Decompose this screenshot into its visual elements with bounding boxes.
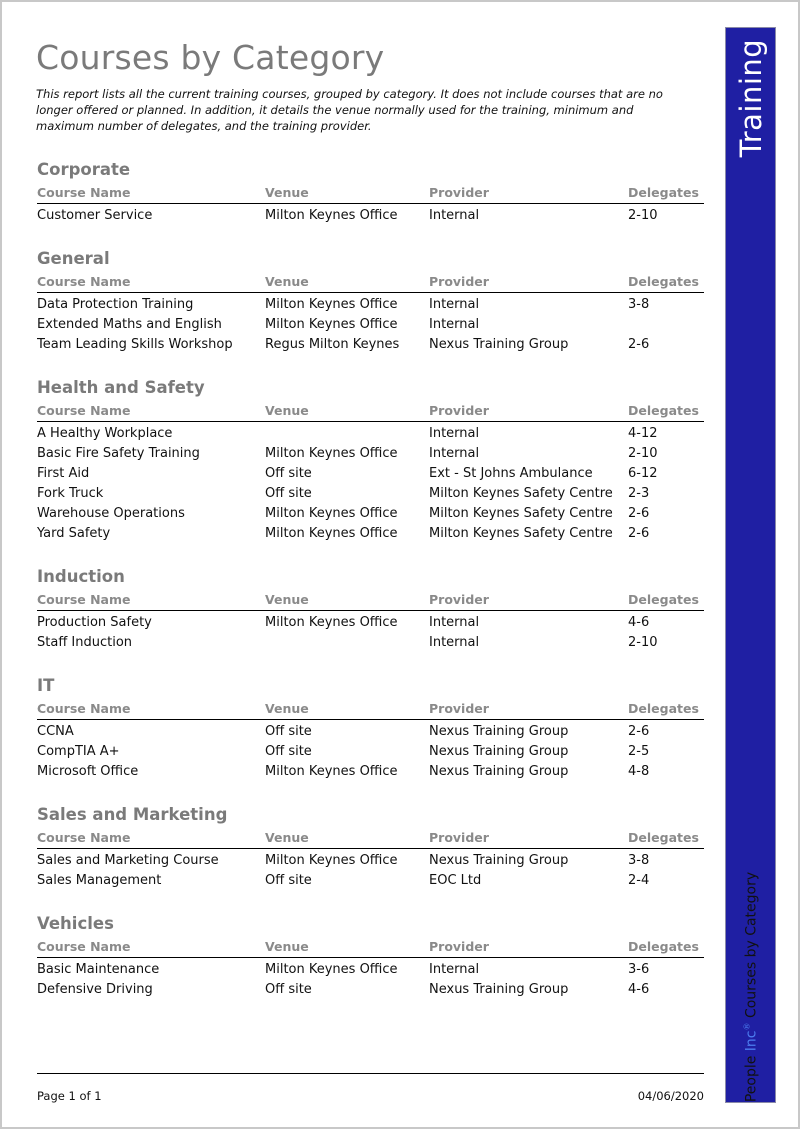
course-name-cell: First Aid — [37, 466, 90, 481]
column-header-row — [37, 183, 704, 204]
column-header-venue: Venue — [265, 939, 309, 954]
sidebar-label: Training — [733, 38, 768, 158]
provider-cell: Nexus Training Group — [429, 744, 569, 759]
column-header-course-name: Course Name — [37, 939, 131, 954]
sidebar-banner — [725, 27, 776, 1103]
column-header-venue: Venue — [265, 592, 309, 607]
column-header-course-name: Course Name — [37, 592, 131, 607]
brand-report-name: Courses by Category — [742, 871, 759, 1019]
category-section — [37, 564, 704, 673]
column-header-row — [37, 401, 704, 422]
venue-cell — [265, 424, 429, 444]
course-name-cell: A Healthy Workplace — [37, 426, 173, 441]
column-header-course-name: Course Name — [37, 274, 131, 289]
column-header-provider: Provider — [429, 403, 489, 418]
column-header-venue: Venue — [265, 274, 309, 289]
provider-cell: Milton Keynes Safety Centre — [429, 526, 613, 541]
footer-date: 04/06/2020 — [637, 1089, 704, 1103]
category-title: General — [37, 249, 110, 268]
venue-cell: Milton Keynes Office — [265, 526, 398, 541]
table-row — [37, 424, 704, 444]
course-name-cell: Fork Truck — [37, 486, 104, 501]
venue-cell: Off site — [265, 982, 312, 997]
section-spacer — [37, 226, 704, 246]
venue-cell: Milton Keynes Office — [265, 962, 398, 977]
provider-cell: Internal — [429, 426, 480, 441]
column-header-row — [37, 828, 704, 849]
course-name-cell: Staff Induction — [37, 635, 133, 650]
venue-cell: Off site — [265, 466, 312, 481]
table-row — [37, 633, 704, 653]
column-header-row — [37, 699, 704, 720]
delegates-cell: 6-12 — [628, 466, 658, 481]
brand-people: People — [742, 1055, 759, 1103]
registered-mark: ® — [742, 1022, 752, 1031]
venue-cell: Off site — [265, 873, 312, 888]
table-row — [37, 960, 704, 980]
provider-cell: Internal — [429, 297, 480, 312]
course-rows — [37, 849, 704, 891]
delegates-cell: 3-8 — [628, 853, 650, 868]
venue-cell: Milton Keynes Office — [265, 297, 398, 312]
table-row — [37, 524, 704, 544]
course-name-cell: CCNA — [37, 724, 74, 739]
course-name-cell: Sales and Marketing Course — [37, 853, 219, 868]
table-row — [37, 484, 704, 504]
table-row — [37, 980, 704, 1000]
column-header-delegates: Delegates — [628, 830, 699, 845]
course-name-cell: Basic Fire Safety Training — [37, 446, 200, 461]
provider-cell: Milton Keynes Safety Centre — [429, 506, 613, 521]
course-name-cell: Yard Safety — [37, 526, 111, 541]
column-header-delegates: Delegates — [628, 592, 699, 607]
venue-cell: Milton Keynes Office — [265, 506, 398, 521]
course-name-cell: Microsoft Office — [37, 764, 139, 779]
column-header-provider: Provider — [429, 830, 489, 845]
delegates-cell: 2-4 — [628, 873, 650, 888]
course-name-cell: Basic Maintenance — [37, 962, 160, 977]
column-header-row — [37, 590, 704, 611]
column-header-venue: Venue — [265, 403, 309, 418]
column-header-course-name: Course Name — [37, 701, 131, 716]
column-header-course-name: Course Name — [37, 185, 131, 200]
provider-cell: Nexus Training Group — [429, 982, 569, 997]
delegates-cell: 4-12 — [628, 426, 658, 441]
column-header-delegates: Delegates — [628, 403, 699, 418]
section-spacer — [37, 782, 704, 802]
column-header-provider: Provider — [429, 701, 489, 716]
course-name-cell: CompTIA A+ — [37, 744, 120, 759]
column-header-delegates: Delegates — [628, 939, 699, 954]
table-row — [37, 613, 704, 633]
column-header-row — [37, 272, 704, 293]
venue-cell: Milton Keynes Office — [265, 615, 398, 630]
table-row — [37, 295, 704, 315]
course-name-cell: Customer Service — [37, 208, 153, 223]
delegates-cell: 2-10 — [628, 208, 658, 223]
provider-cell: Internal — [429, 615, 480, 630]
provider-cell: Milton Keynes Safety Centre — [429, 486, 613, 501]
table-row — [37, 851, 704, 871]
category-title: Vehicles — [37, 914, 114, 933]
section-spacer — [37, 653, 704, 673]
section-spacer — [37, 544, 704, 564]
course-rows — [37, 611, 704, 653]
provider-cell: Nexus Training Group — [429, 853, 569, 868]
delegates-cell: 2-6 — [628, 337, 650, 352]
provider-cell: Internal — [429, 317, 480, 332]
report-intro: This report lists all the current training courses, grouped by category. It does not include courses that are no longer offered or planned. In addition, it details the venue normally used for the training, minimum and maximum number of delegates, and the training provider. — [36, 87, 663, 133]
venue-cell: Off site — [265, 724, 312, 739]
provider-cell: Internal — [429, 962, 480, 977]
course-name-cell: Extended Maths and English — [37, 317, 222, 332]
provider-cell: Internal — [429, 208, 480, 223]
course-rows — [37, 204, 704, 226]
provider-cell: Ext - St Johns Ambulance — [429, 466, 593, 481]
table-row — [37, 335, 704, 355]
category-title: Induction — [37, 567, 125, 586]
category-title: IT — [37, 676, 55, 695]
column-header-provider: Provider — [429, 592, 489, 607]
category-section — [37, 802, 704, 911]
category-title: Health and Safety — [37, 378, 205, 397]
delegates-cell: 2-6 — [628, 724, 650, 739]
venue-cell: Milton Keynes Office — [265, 208, 398, 223]
venue-cell: Off site — [265, 486, 312, 501]
delegates-cell: 2-3 — [628, 486, 650, 501]
table-row — [37, 762, 704, 782]
column-header-venue: Venue — [265, 701, 309, 716]
delegates-cell: 2-5 — [628, 744, 650, 759]
venue-cell: Off site — [265, 744, 312, 759]
sidebar-top — [726, 28, 775, 168]
delegates-cell: 3-6 — [628, 962, 650, 977]
section-spacer — [37, 891, 704, 911]
provider-cell: Nexus Training Group — [429, 337, 569, 352]
delegates-cell: 4-6 — [628, 982, 650, 997]
column-header-row — [37, 937, 704, 958]
column-header-provider: Provider — [429, 939, 489, 954]
footer-divider — [37, 1073, 704, 1074]
table-row — [37, 504, 704, 524]
venue-cell: Milton Keynes Office — [265, 446, 398, 461]
section-spacer — [37, 355, 704, 375]
table-row — [37, 871, 704, 891]
footer-page-number: Page 1 of 1 — [37, 1089, 102, 1103]
column-header-delegates: Delegates — [628, 185, 699, 200]
provider-cell: Internal — [429, 635, 480, 650]
provider-cell: EOC Ltd — [429, 873, 482, 888]
category-section — [37, 375, 704, 564]
delegates-cell: 4-8 — [628, 764, 650, 779]
provider-cell: Nexus Training Group — [429, 764, 569, 779]
table-row — [37, 464, 704, 484]
course-name-cell: Production Safety — [37, 615, 152, 630]
delegates-cell: 2-10 — [628, 635, 658, 650]
delegates-cell: 4-6 — [628, 615, 650, 630]
category-title: Corporate — [37, 160, 131, 179]
category-section — [37, 673, 704, 802]
category-section — [37, 246, 704, 375]
table-row — [37, 315, 704, 335]
venue-cell: Milton Keynes Office — [265, 853, 398, 868]
course-name-cell: Defensive Driving — [37, 982, 153, 997]
column-header-course-name: Course Name — [37, 830, 131, 845]
column-header-venue: Venue — [265, 185, 309, 200]
category-section — [37, 157, 704, 246]
column-header-provider: Provider — [429, 185, 489, 200]
table-row — [37, 742, 704, 762]
delegates-cell — [628, 315, 704, 335]
venue-cell — [265, 633, 429, 653]
category-section — [37, 911, 704, 1000]
venue-cell: Milton Keynes Office — [265, 764, 398, 779]
course-rows — [37, 422, 704, 544]
delegates-cell: 2-10 — [628, 446, 658, 461]
course-rows — [37, 293, 704, 355]
delegates-cell: 2-6 — [628, 506, 650, 521]
venue-cell: Milton Keynes Office — [265, 317, 398, 332]
course-rows — [37, 958, 704, 1000]
brand-line — [742, 872, 759, 1102]
column-header-venue: Venue — [265, 830, 309, 845]
table-row — [37, 722, 704, 742]
table-row — [37, 444, 704, 464]
course-rows — [37, 720, 704, 782]
sidebar-bottom — [726, 812, 775, 1102]
provider-cell: Internal — [429, 446, 480, 461]
venue-cell: Regus Milton Keynes — [265, 337, 400, 352]
course-name-cell: Team Leading Skills Workshop — [37, 337, 233, 352]
delegates-cell: 2-6 — [628, 526, 650, 541]
course-name-cell: Sales Management — [37, 873, 162, 888]
column-header-delegates: Delegates — [628, 274, 699, 289]
column-header-delegates: Delegates — [628, 701, 699, 716]
category-title: Sales and Marketing — [37, 805, 228, 824]
column-header-provider: Provider — [429, 274, 489, 289]
course-name-cell: Warehouse Operations — [37, 506, 185, 521]
report-title: Courses by Category — [36, 38, 385, 77]
course-name-cell: Data Protection Training — [37, 297, 194, 312]
table-row — [37, 206, 704, 226]
delegates-cell: 3-8 — [628, 297, 650, 312]
provider-cell: Nexus Training Group — [429, 724, 569, 739]
report-content — [37, 157, 704, 1000]
brand-inc: Inc — [742, 1030, 759, 1052]
column-header-course-name: Course Name — [37, 403, 131, 418]
